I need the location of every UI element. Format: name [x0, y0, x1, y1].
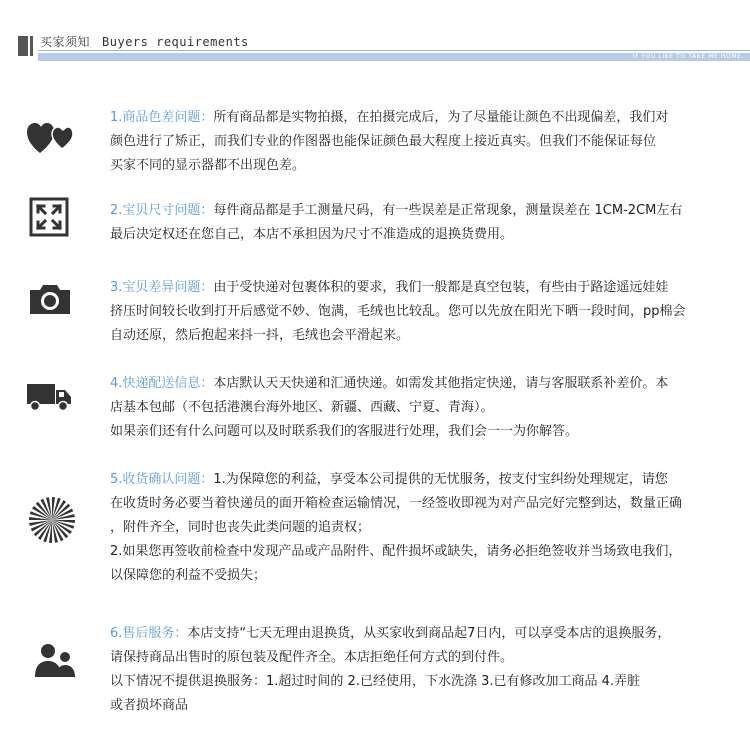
section-line: 由于受快递对包裹体积的要求，我们一般都是真空包装，有些由于路途遥远娃娃 — [213, 280, 669, 295]
radial-burst-icon — [28, 496, 76, 544]
section-line: 请保持商品出售时的原包装及配件齐全。本店拒绝任何方式的到付件。 — [110, 650, 514, 665]
section-size — [110, 199, 735, 247]
section-color-difference — [110, 106, 735, 178]
header-title — [40, 33, 249, 50]
section-line: ，附件齐全，同时也丧失此类问题的追责权； — [110, 520, 371, 535]
header-accent-bar — [18, 36, 28, 56]
section-line: 2.如果您再签收前检查中发现产品或产品附件、配件损坏或缺失，请务必拒绝签收并当场致电我们， — [110, 544, 682, 559]
section-item-difference — [110, 276, 735, 348]
section-line: 颜色进行了矫正，而我们专业的作图器也能保证颜色最大程度上接近真实。但我们不能保证每位 — [110, 134, 657, 149]
section-line: 如果亲们还有什么问题可以及时联系我们的客服进行处理，我们会一一为你解答。 — [110, 424, 579, 439]
section-delivery — [110, 372, 735, 444]
section-line: 每件商品都是手工测量尺码，有一些误差是正常现象，测量误差在 1CM-2CM左右 — [213, 203, 683, 218]
delivery-truck-icon — [26, 382, 72, 412]
section-line: 以下情况不提供退换服务：1.超过时间的 2.已经使用，下水洗涤 3.已有修改加工商品 4.弄脏 — [110, 674, 641, 689]
section-receipt-confirmation — [110, 468, 735, 588]
header-title-en: Buyers requirements — [102, 35, 249, 49]
header-divider — [38, 50, 750, 51]
header-title-cn: 买家须知 — [40, 35, 91, 49]
section-heading: 3.宝贝差异问题： — [110, 280, 214, 295]
section-after-sales — [110, 622, 735, 718]
section-line: 或者损坏商品 — [110, 698, 189, 713]
section-heading: 1.商品色差问题： — [110, 110, 214, 125]
hearts-icon — [26, 117, 74, 159]
expand-arrows-icon — [29, 197, 69, 237]
section-line: 1.为保障您的利益，享受本公司提供的无忧服务，按支付宝纠纷处理规定，请您 — [213, 472, 668, 487]
section-line: 在收货时务必要当着快递员的面开箱检查运输情况，一经签收即视为对产品完好完整到达，数量正确 — [110, 496, 683, 511]
section-heading: 4.快递配送信息： — [110, 376, 214, 391]
section-line: 本店支持“七天无理由退换货，从买家收到商品起7日内，可以享受本店的退换服务， — [187, 626, 671, 641]
section-line: 以保障您的利益不受损失； — [110, 568, 267, 583]
section-line: 买家不同的显示器都不出现色差。 — [110, 158, 306, 173]
header-slogan: IF YOU LIKE TO TAKE ME HOME. — [632, 53, 744, 60]
section-line: 所有商品都是实物拍摄，在拍摄完成后，为了尽量能让颜色不出现偏差，我们对 — [213, 110, 669, 125]
section-heading: 5.收货确认问题： — [110, 472, 214, 487]
section-line: 店基本包邮（不包括港澳台海外地区、新疆、西藏、宁夏、青海）。 — [110, 400, 494, 415]
section-heading: 2.宝贝尺寸问题： — [110, 203, 214, 218]
section-heading: 6.售后服务： — [110, 626, 188, 641]
customer-service-icon — [34, 642, 76, 678]
section-line: 挤压时间较长收到打开后感觉不妙、饱满，毛绒也比较乱。您可以先放在阳光下晒一段时间，pp棉会 — [110, 304, 686, 319]
section-line: 本店默认天天快递和汇通快递。如需发其他指定快递，请与客服联系补差价。本 — [213, 376, 669, 391]
section-line: 自动还原，然后抱起来抖一抖，毛绒也会平滑起来。 — [110, 328, 410, 343]
camera-icon — [28, 282, 72, 316]
header-accent-bar-thin — [30, 36, 33, 56]
section-line: 最后决定权还在您自己，本店不承担因为尺寸不准造成的退换货费用。 — [110, 227, 514, 242]
